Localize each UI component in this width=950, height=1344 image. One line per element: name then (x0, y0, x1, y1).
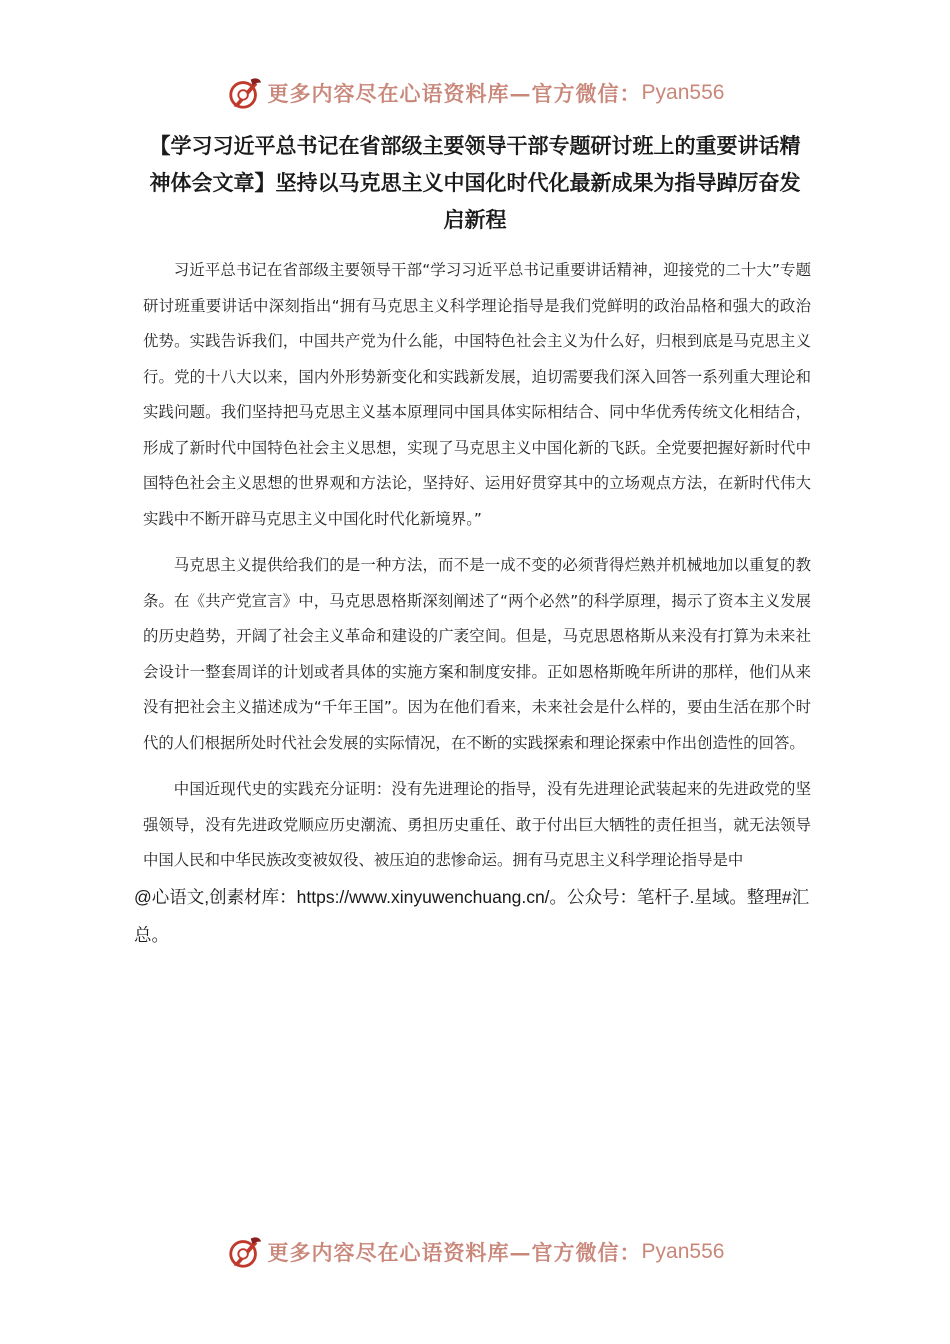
quill-logo-icon (226, 1233, 264, 1271)
paragraph: 习近平总书记在省部级主要领导干部“学习习近平总书记重要讲话精神，迎接党的二十大”专题研讨班重要讲话中深刻指出“拥有马克思主义科学理论指导是我们党鲜明的政治品格和强大的政治优势。实践告诉我们，中国共产党为什么能，中国特色社会主义为什么好，归根到底是马克思主义行。党的十八大以来，国内外形势新变化和实践新发展，迫切需要我们深入回答一系列重大理论和实践问题。我们坚持把马克思主义基本原理同中国具体实际相结合、同中华优秀传统文化相结合，形成了新时代中国特色社会主义思想，实现了马克思主义中国化新的飞跃。全党要把握好新时代中国特色社会主义思想的世界观和方法论，坚持好、运用好贯穿其中的立场观点方法，在新时代伟大实践中不断开辟马克思主义中国化时代化新境界。” (143, 261, 811, 528)
paragraph: 中国近现代史的实践充分证明：没有先进理论的指导，没有先进理论武装起来的先进政党的坚强领导，没有先进政党顺应历史潮流、勇担历史重任、敢于付出巨大牺牲的责任担当，就无法领导中国人民和中华民族改变被奴役、被压迫的悲惨命运。拥有马克思主义科学理论指导是中 (143, 780, 811, 869)
banner-wechat-id: Pyan556 (641, 81, 725, 104)
banner-text: 更多内容尽在心语资料库—官方微信： (267, 1240, 642, 1265)
banner-wechat-id: Pyan556 (641, 1240, 725, 1263)
article-title: 【学习习近平总书记在省部级主要领导干部专题研讨班上的重要讲话精神体会文章】坚持以马克思主义中国化时代化最新成果为指导踔厉奋发启新程 (149, 134, 801, 232)
footer-banner (0, 1232, 950, 1272)
article-body (143, 253, 811, 890)
source-credit: @心语文,创素材库：https://www.xinyuwenchuang.cn/。公众号：笔杆子.星域。整理#汇总。 (134, 887, 810, 945)
header-banner (0, 73, 950, 113)
paragraph: 马克思主义提供给我们的是一种方法，而不是一成不变的必须背得烂熟并机械地加以重复的教条。在《共产党宣言》中，马克思恩格斯深刻阐述了“两个必然”的科学原理，揭示了资本主义发展的历史趋势，开阔了社会主义革命和建设的广袤空间。但是，马克思恩格斯从来没有打算为未来社会设计一整套周详的计划或者具体的实施方案和制度安排。正如恩格斯晚年所讲的那样，他们从来没有把社会主义描述成为“千年王国”。因为在他们看来，未来社会是什么样的，要由生活在那个时代的人们根据所处时代社会发展的实际情况，在不断的实践探索和理论探索中作出创造性的回答。 (143, 556, 811, 752)
banner-text: 更多内容尽在心语资料库—官方微信： (267, 81, 642, 106)
quill-logo-icon (226, 74, 264, 112)
